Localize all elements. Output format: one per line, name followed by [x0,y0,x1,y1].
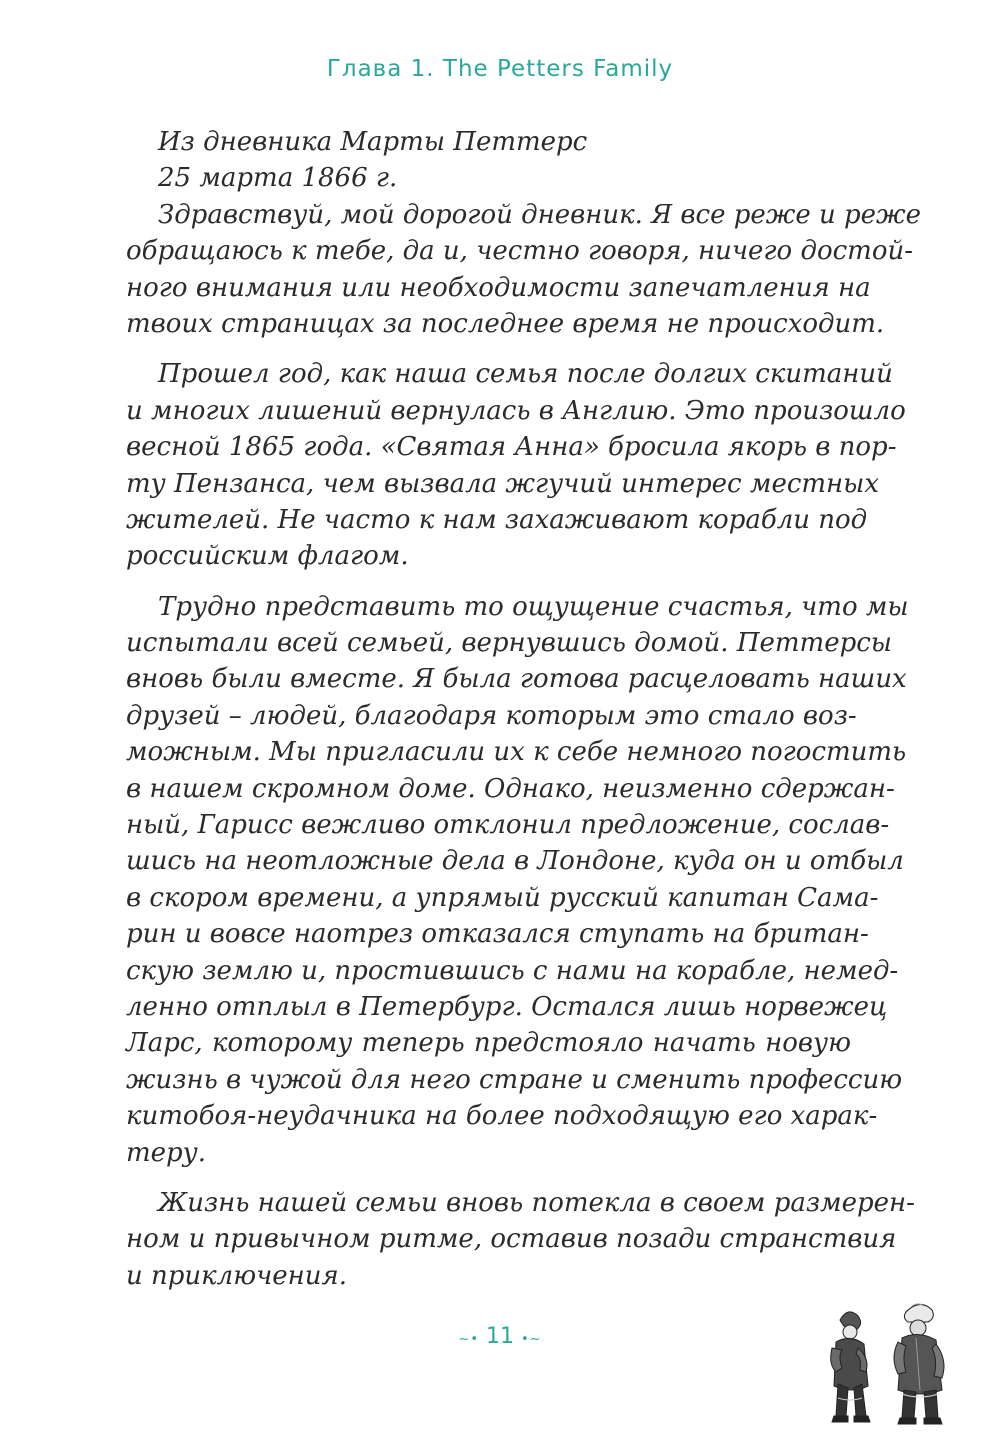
text-line: обращаюсь к тебе, да и, честно говоря, ничего достой- [126,236,914,267]
text-line: рин и вовсе наотрез отказался ступать на британ- [126,919,869,950]
text-line: испытали всей семьей, вернувшись домой. Петтерсы [126,628,892,659]
page-number-value: 11 [486,1324,514,1349]
text-line: Прошел год, как наша семья после долгих скитаний [158,359,893,390]
text-line: твоих страницах за последнее время не происходит. [126,308,885,339]
text-line: ного внимания или необходимости запечатления на [126,272,871,303]
text-line: жизнь в чужой для него стране и сменить профессию [126,1064,903,1095]
diary-text [126,124,921,1294]
text-line: весной 1865 года. «Святая Анна» бросила якорь в пор- [126,432,897,463]
text-line: теру. [126,1137,207,1168]
folio-ornament-left: ~• [458,1332,479,1347]
text-line: шись на неотложные дела в Лондоне, куда он и отбыл [126,846,904,877]
text-line: в скором времени, а упрямый русский капитан Сама- [126,882,879,913]
text-line: жителей. Не часто к нам захаживают корабли под [126,504,868,535]
diary-date-line: 25 марта 1866 г. [158,163,398,194]
text-line: Трудно представить то ощущение счастья, что мы [158,591,909,622]
folio-ornament-right: •~ [521,1332,542,1347]
text-line: и приключения. [126,1260,348,1291]
two-figures-illustration [828,1298,958,1428]
text-line: Здравствуй, мой дорогой дневник. Я все реже и реже [158,199,921,230]
text-line: ный, Гарисс вежливо отклонил предложение, сослав- [126,810,890,841]
text-line: Жизнь нашей семьи вновь потекла в своем размерен- [158,1187,915,1218]
text-line: скую землю и, простившись с нами на корабле, немед- [126,955,899,986]
text-line: ленно отплыл в Петербург. Остался лишь норвежец [126,991,888,1022]
text-line: Ларс, которому теперь предстояло начать новую [126,1028,851,1059]
text-line: в нашем скромном доме. Однако, неизменно сдержан- [126,773,895,804]
text-line: ном и привычном ритме, оставив позади странствия [126,1224,897,1255]
text-line: друзей – людей, благодаря которым это стало воз- [126,700,857,731]
text-line: российским флагом. [126,541,409,572]
text-line: можным. Мы пригласили их к себе немного погостить [126,737,907,768]
text-line: и многих лишений вернулась в Англию. Это произошло [126,395,906,426]
running-head: Глава 1. The Petters Family [326,56,674,82]
text-line: китобоя-неудачника на более подходящую его харак- [126,1101,878,1132]
text-line: вновь были вместе. Я была готова расцеловать наших [126,664,907,695]
text-line: ту Пензанса, чем вызвала жгучий интерес местных [126,468,880,499]
diary-source-line: Из дневника Марты Петтерс [158,127,588,157]
